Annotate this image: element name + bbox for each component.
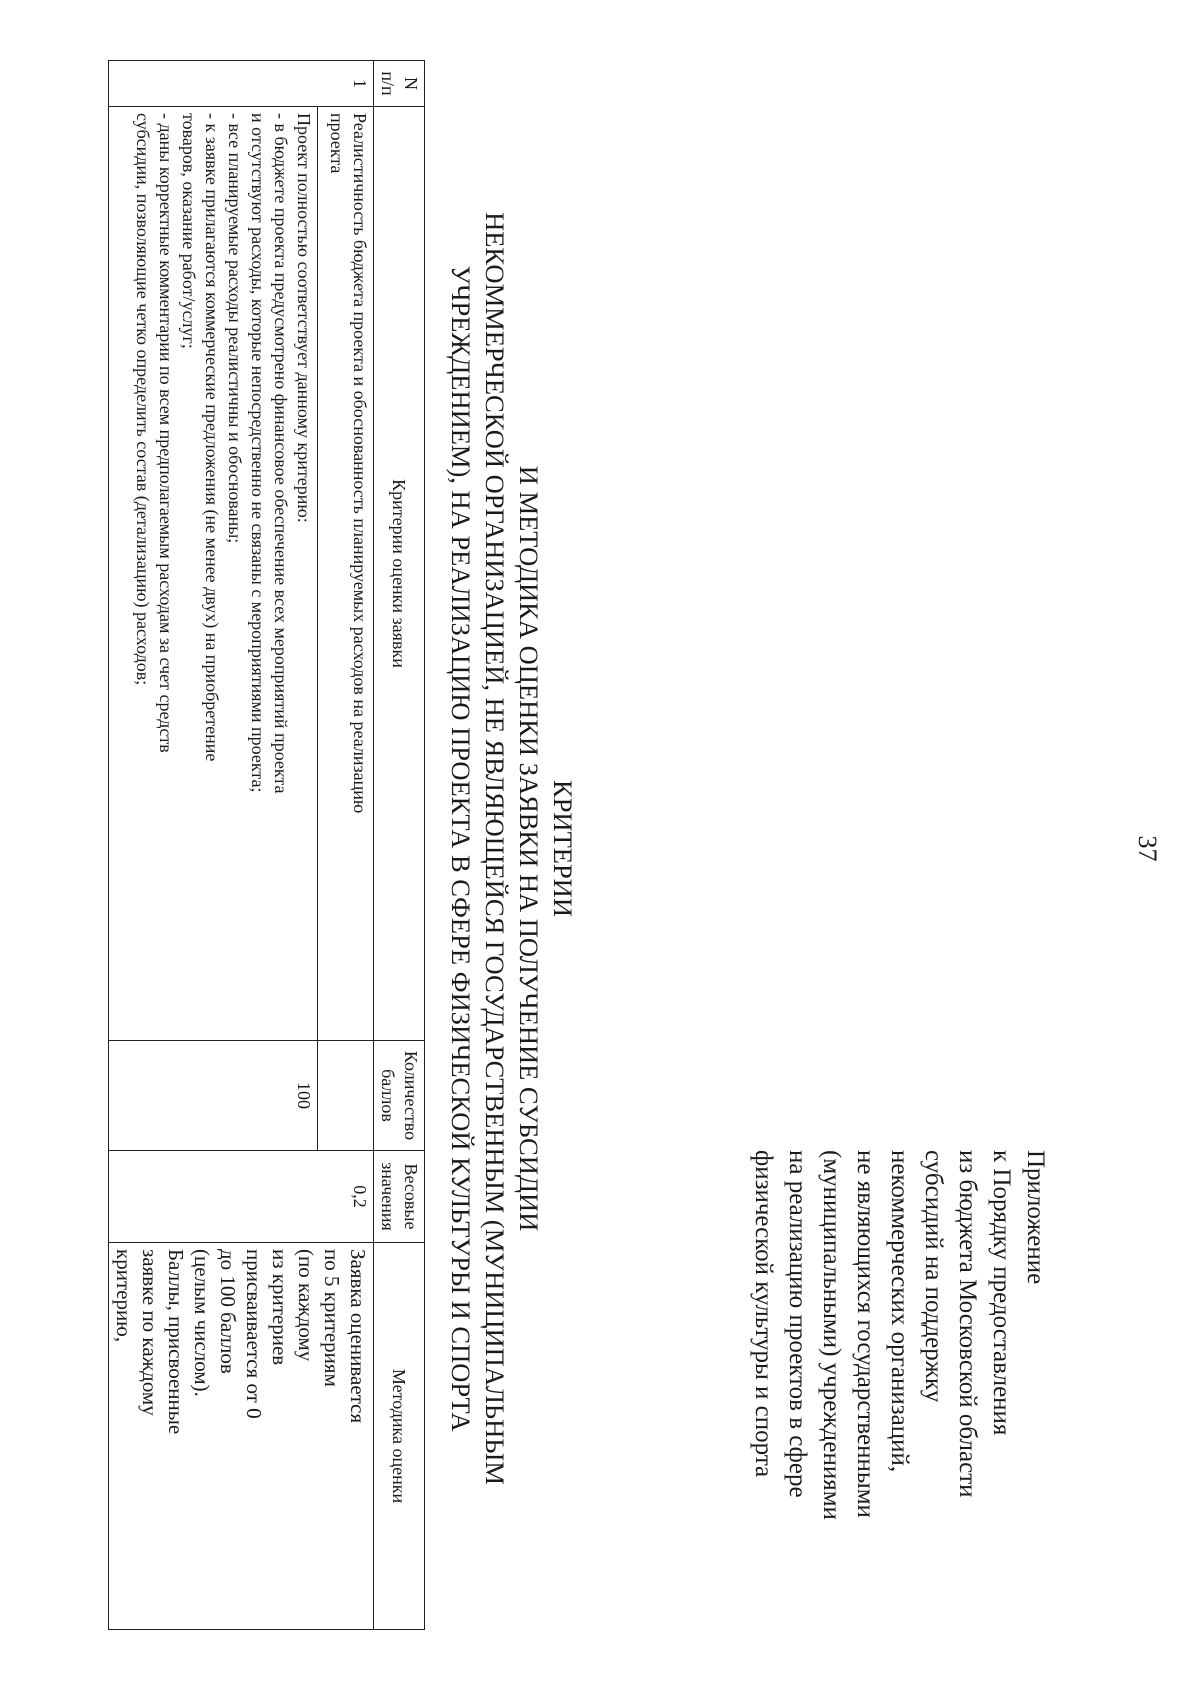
header-points: Количество баллов xyxy=(374,1041,425,1151)
table-row xyxy=(317,61,373,1630)
page-number: 37 xyxy=(1133,835,1162,862)
document-heading xyxy=(444,50,580,1647)
heading-line: НЕКОММЕРЧЕСКОЙ ОРГАНИЗАЦИЕЙ, НЕ ЯВЛЯЮЩЕЙСЯ ГОСУДАРСТВЕННЫМ (МУНИЦИПАЛЬНЫМ xyxy=(480,212,510,1485)
appendix-note xyxy=(746,1150,1052,1610)
criterion-weight: 0,2 xyxy=(109,1151,374,1243)
criterion-title: Реалистичность бюджета проекта и обоснованность планируемых расходов на реализацию проекта xyxy=(317,107,373,1041)
criterion-method: Заявка оценивается по 5 критериям (по каждому из критериев присваивается от 0 до 100 баллов (целым числом). Баллы, присвоенные заявке по каждому критерию, xyxy=(109,1243,374,1630)
appendix-line: к Порядку предоставления xyxy=(988,1150,1015,1436)
criterion-points xyxy=(317,1041,373,1151)
heading-line: И МЕТОДИКА ОЦЕНКИ ЗАЯВКИ НА ПОЛУЧЕНИЕ СУБСИДИИ xyxy=(514,465,544,1232)
appendix-line: из бюджета Московской области xyxy=(954,1150,981,1498)
table-header-row xyxy=(374,61,425,1630)
header-method: Методика оценки xyxy=(374,1243,425,1630)
header-criteria: Критерии оценки заявки xyxy=(374,107,425,1041)
criterion-detail: Проект полностью соответствует данному критерию: - в бюджете проекта предусмотрено финансовое обеспечение всех мероприятий проекта и отсутствуют расходы, которые непосредственно не связаны с мероприятиями проекта; - все планируемые расходы реалистичны и обоснованы; - к заявке прилагаются коммерческие предложения (не менее двух) на приобретение товаров, оказание работ/услуг; - даны корректные комментарии по всем предполагаемым расходам за счет средств субсидии, позволяющие четко определить состав (детализацию) расходов; xyxy=(109,107,318,1041)
header-weight: Весовые значения xyxy=(374,1151,425,1243)
appendix-line: не являющихся государственными xyxy=(852,1150,879,1518)
heading-line: УЧРЕЖДЕНИЕМ), НА РЕАЛИЗАЦИЮ ПРОЕКТА В СФЕРЕ ФИЗИЧЕСКОЙ КУЛЬТУРЫ И СПОРТА xyxy=(446,265,476,1432)
header-number: N п/п xyxy=(374,61,425,107)
heading-line: КРИТЕРИИ xyxy=(548,780,578,917)
appendix-line: (муниципальными) учреждениями xyxy=(818,1150,845,1520)
appendix-line: на реализацию проектов в сфере xyxy=(784,1150,811,1498)
appendix-line: Приложение xyxy=(1022,1150,1049,1285)
appendix-line: некоммерческих организаций, xyxy=(886,1150,913,1473)
appendix-line: субсидий на поддержку xyxy=(920,1150,947,1403)
criteria-table xyxy=(108,60,425,1630)
criterion-detail-points: 100 xyxy=(109,1041,318,1151)
appendix-line: физической культуры и спорта xyxy=(750,1150,777,1478)
row-number: 1 xyxy=(109,61,374,107)
